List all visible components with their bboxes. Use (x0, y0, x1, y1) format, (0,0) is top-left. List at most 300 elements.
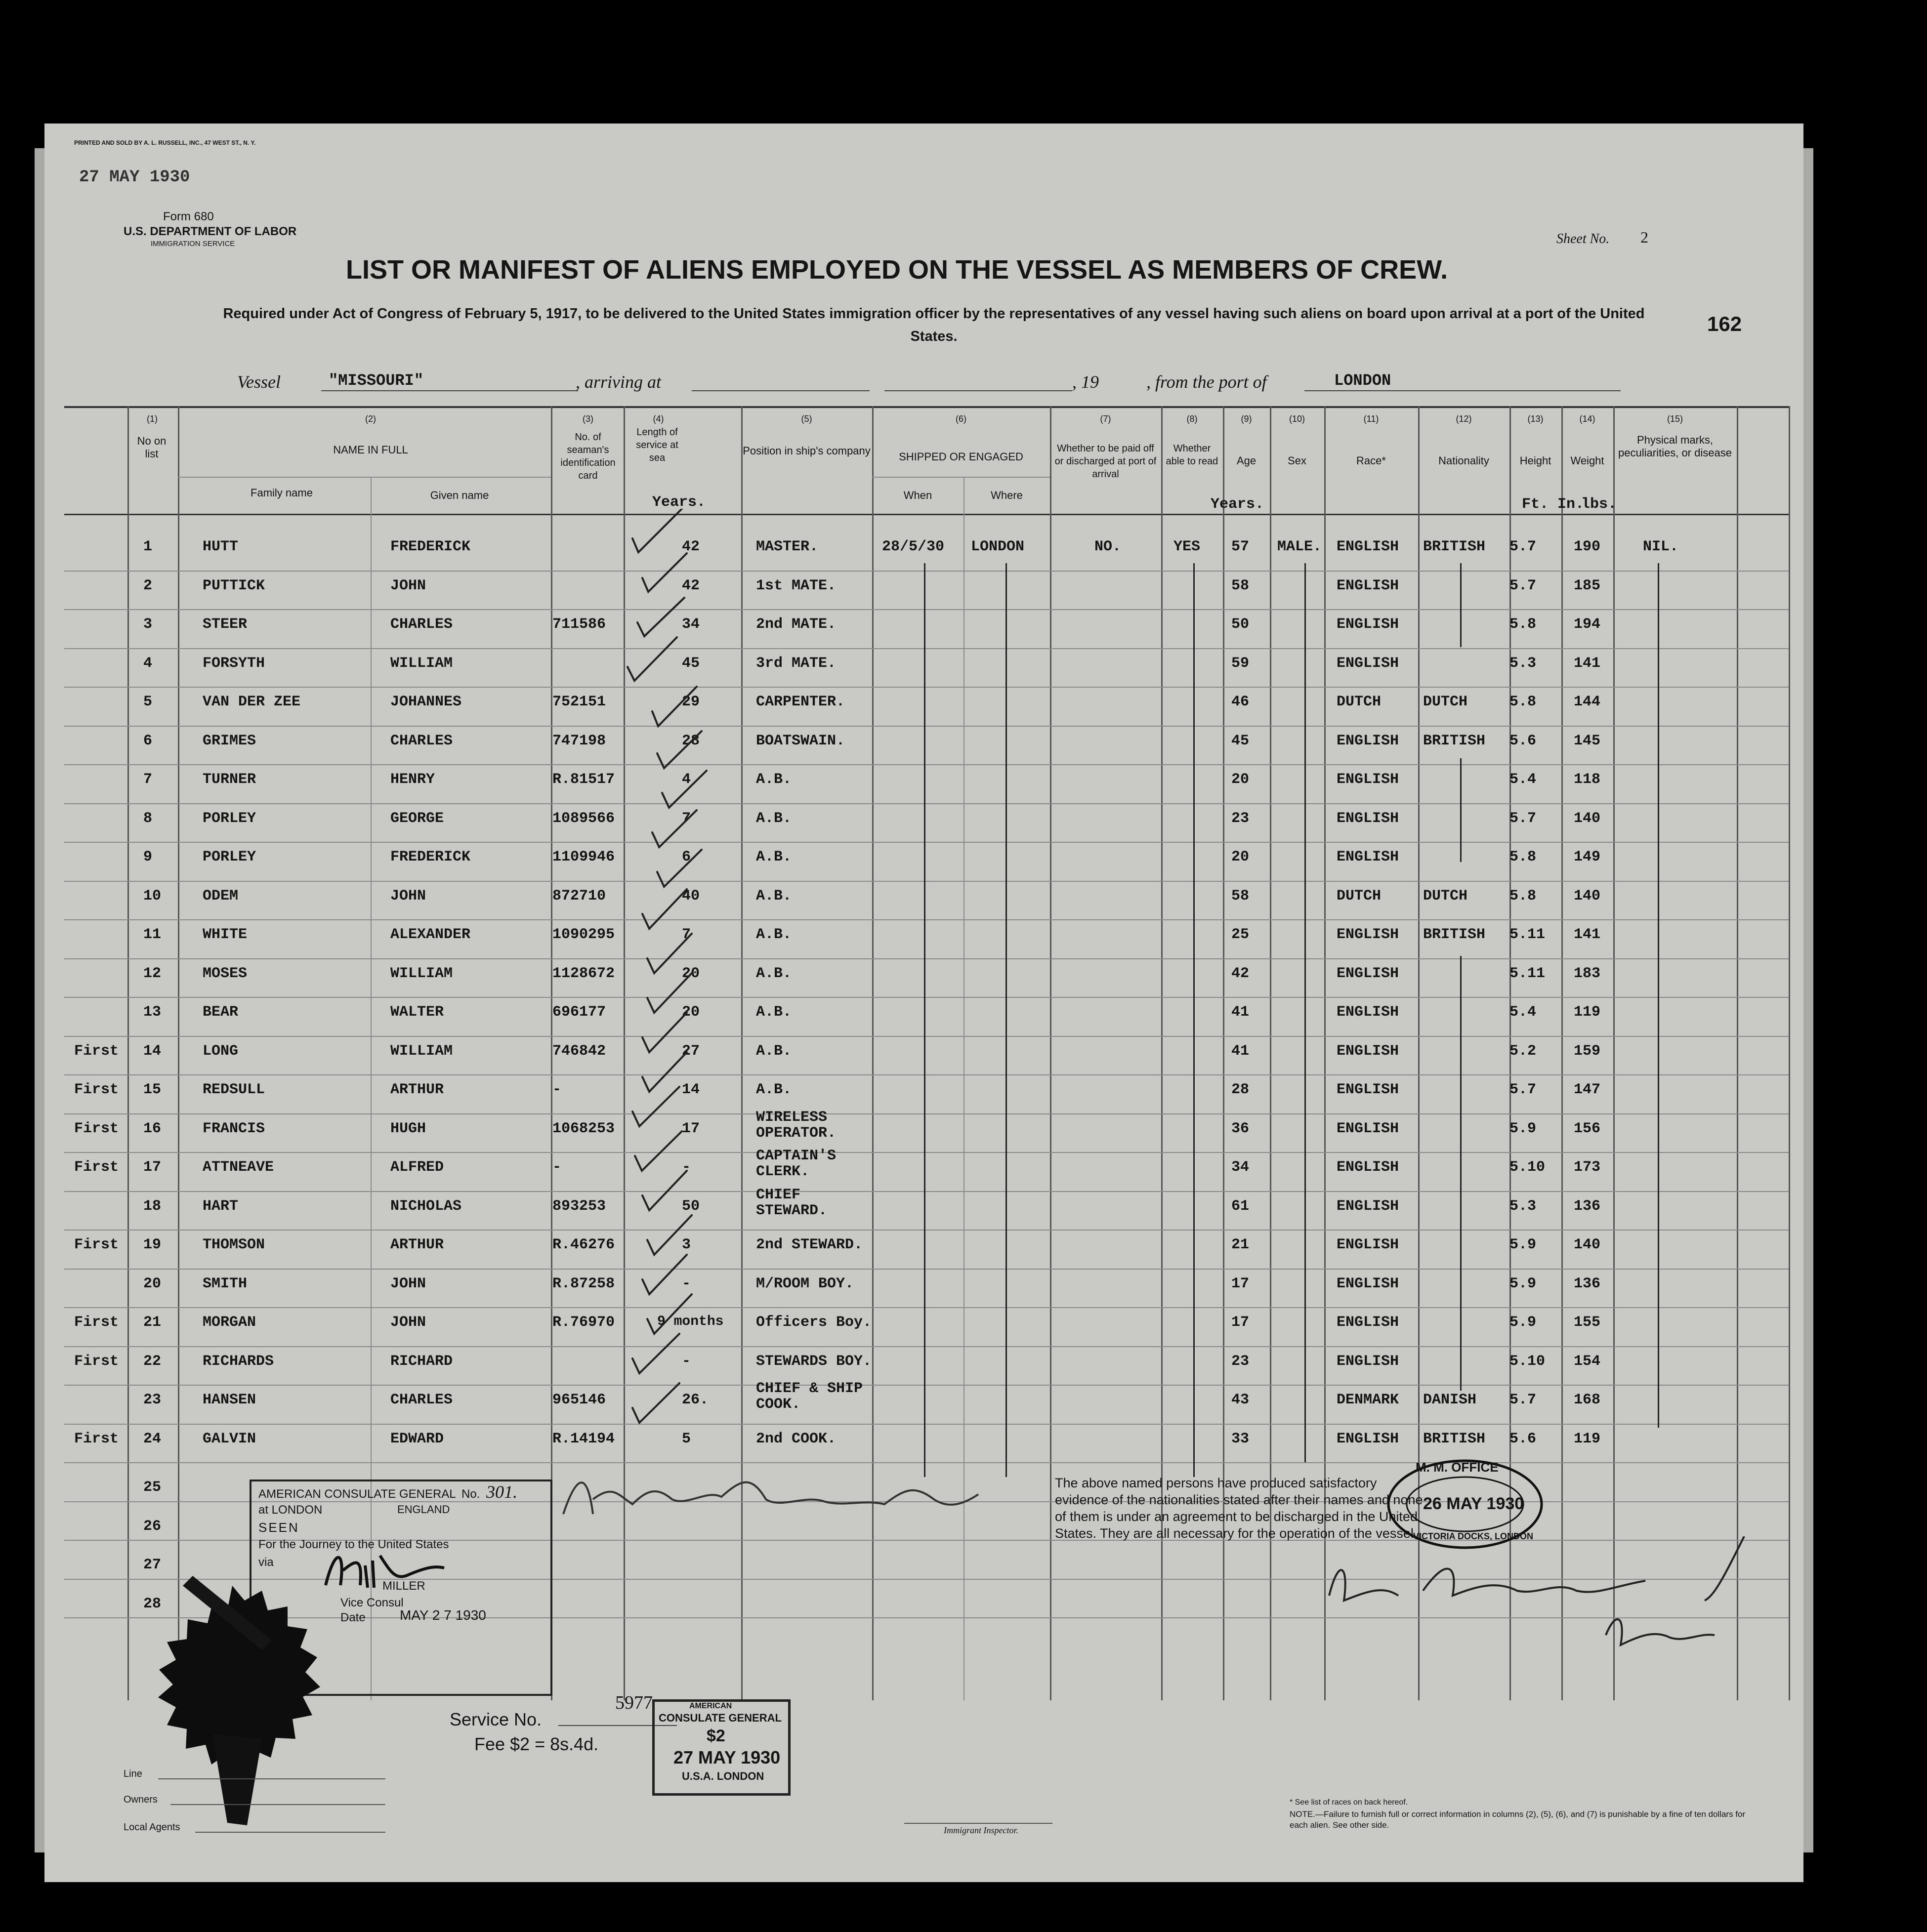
weight: 194 (1574, 616, 1601, 633)
when-header: When (903, 489, 932, 501)
given-name: HUGH (390, 1120, 426, 1137)
given-name: WILLIAM (390, 1042, 453, 1060)
race: ENGLISH (1337, 1353, 1399, 1370)
nationality: BRITISH (1423, 926, 1486, 943)
footnote-races: * See list of races on back hereof. (1290, 1798, 1408, 1807)
service-length: 6 (682, 849, 691, 865)
col-9-label: Age (1236, 454, 1257, 467)
year-label: , 19 (1072, 372, 1099, 392)
col-15-num: (15) (1667, 414, 1683, 424)
service-length: 4 (682, 771, 691, 788)
family-name: WHITE (203, 926, 248, 943)
consulate-via: via (258, 1556, 274, 1569)
height: 5.7 (1509, 577, 1537, 594)
position: 2nd COOK. (756, 1430, 837, 1447)
col-7-label: Whether to be paid off or discharged at port of arrival (1054, 443, 1157, 480)
race: ENGLISH (1337, 732, 1399, 749)
row-number: 17 (143, 1159, 162, 1176)
age: 46 (1231, 694, 1250, 710)
family-name: SMITH (203, 1275, 248, 1292)
given-name: GEORGE (390, 810, 444, 827)
position: A.B. (756, 1004, 792, 1021)
family-name: HART (203, 1197, 239, 1215)
row-number: 9 (143, 849, 153, 865)
given-name: JOHN (390, 887, 426, 904)
col-14-label: Weight (1570, 454, 1604, 467)
col-11-label: Race* (1356, 454, 1386, 467)
weight: 140 (1574, 810, 1601, 827)
officer-signature (1309, 1536, 1764, 1665)
mm-office-top: M. M. OFFICE (1416, 1460, 1499, 1475)
col-5-num: (5) (801, 414, 812, 424)
family-name: STEER (203, 616, 248, 633)
seaman-card: - (552, 1081, 562, 1098)
row-rule (64, 1036, 1789, 1037)
consulate-no: 301. (486, 1482, 517, 1502)
family-name: HUTT (203, 538, 239, 555)
row-rule (64, 571, 1789, 572)
col-6-num: (6) (956, 414, 966, 424)
col-13-num: (13) (1527, 414, 1544, 424)
service-name: IMMIGRATION SERVICE (151, 240, 235, 248)
weight: 159 (1574, 1042, 1601, 1060)
weight: 136 (1574, 1275, 1601, 1292)
height: 5.4 (1509, 771, 1537, 788)
height: 5.11 (1509, 926, 1546, 943)
weight: 141 (1574, 926, 1601, 943)
family-name: HANSEN (203, 1392, 256, 1408)
family-name: GALVIN (203, 1430, 256, 1447)
race: ENGLISH (1337, 1042, 1399, 1060)
height: 5.10 (1509, 1159, 1546, 1176)
row-rule (64, 726, 1789, 727)
col-11-num: (11) (1363, 414, 1379, 424)
position: 2nd STEWARD. (756, 1236, 863, 1253)
nationality: DUTCH (1423, 694, 1468, 710)
able-to-read: YES (1173, 538, 1201, 555)
service-years-unit: Years. (652, 494, 706, 511)
age: 43 (1231, 1392, 1250, 1408)
given-name: CHARLES (390, 732, 453, 749)
column-rule (1050, 406, 1051, 1700)
seaman-card: 752151 (552, 694, 606, 710)
ditto-line-when (924, 563, 925, 1477)
service-length: 20 (682, 1004, 700, 1021)
height: 5.2 (1509, 1042, 1537, 1060)
age: 33 (1231, 1430, 1250, 1447)
seaman-card: 893253 (552, 1197, 606, 1215)
family-name: ODEM (203, 887, 239, 904)
empty-row-number: 28 (143, 1595, 162, 1612)
seaman-card: 1128672 (552, 965, 615, 982)
row-note: First (74, 1042, 119, 1060)
fee-stamp-line1: AMERICAN (689, 1702, 732, 1710)
race: ENGLISH (1337, 1159, 1399, 1176)
service-length: 9 months (657, 1314, 724, 1329)
service-length: 17 (682, 1120, 700, 1137)
given-name: ARTHUR (390, 1236, 444, 1253)
row-number: 13 (143, 1004, 162, 1021)
height: 5.7 (1509, 1392, 1537, 1408)
age: 45 (1231, 732, 1250, 749)
row-rule (64, 1346, 1789, 1347)
age: 25 (1231, 926, 1250, 943)
given-name: WILLIAM (390, 965, 453, 982)
race: ENGLISH (1337, 849, 1399, 865)
seaman-card: 1090295 (552, 926, 615, 943)
family-name: MOSES (203, 965, 248, 982)
weight: 185 (1574, 577, 1601, 594)
height: 5.10 (1509, 1353, 1546, 1370)
race: ENGLISH (1337, 1275, 1399, 1292)
race: ENGLISH (1337, 616, 1399, 633)
consulate-title: Vice Consul (340, 1596, 404, 1609)
col-12-num: (12) (1456, 414, 1472, 424)
date-stamp-top: 27 MAY 1930 (79, 168, 190, 187)
department: U.S. DEPARTMENT OF LABOR (124, 225, 297, 238)
row-number: 16 (143, 1120, 162, 1137)
row-number: 4 (143, 655, 153, 672)
weight: 140 (1574, 887, 1601, 904)
position: 1st MATE. (756, 577, 837, 594)
service-length: 7 (682, 926, 691, 943)
row-rule (64, 1307, 1789, 1308)
age: 61 (1231, 1197, 1250, 1215)
row-rule (64, 803, 1789, 804)
col-4-label: Length of service at sea (636, 427, 678, 463)
row-number: 24 (143, 1430, 162, 1447)
consulate-journey: For the Journey to the United States (258, 1538, 449, 1551)
row-rule (64, 1424, 1789, 1425)
position: Officers Boy. (756, 1314, 872, 1331)
weight: 156 (1574, 1120, 1601, 1137)
col-15-label: Physical marks, peculiarities, or disease (1618, 434, 1732, 459)
height: 5.9 (1509, 1120, 1537, 1137)
service-length: 34 (682, 616, 700, 633)
nationality: DUTCH (1423, 887, 1468, 904)
seaman-card: 746842 (552, 1042, 606, 1060)
row-note: First (74, 1159, 119, 1176)
height: 5.6 (1509, 1430, 1537, 1447)
row-rule (64, 1152, 1789, 1153)
position: 3rd MATE. (756, 655, 837, 672)
master-signature (558, 1460, 1003, 1534)
race: ENGLISH (1337, 1004, 1399, 1021)
given-name: RICHARD (390, 1353, 453, 1370)
column-rule (1789, 406, 1790, 1700)
vessel-name: "MISSOURI" (329, 371, 424, 390)
service-length: 42 (682, 538, 700, 555)
position: WIRELESS OPERATOR. (756, 1109, 837, 1142)
row-number: 8 (143, 810, 153, 827)
seaman-card: - (552, 1159, 562, 1176)
race: ENGLISH (1337, 655, 1399, 672)
col-2-num: (2) (365, 414, 376, 424)
seaman-card: 711586 (552, 616, 606, 633)
age: 21 (1231, 1236, 1250, 1253)
vessel-label: Vessel (237, 372, 281, 392)
height: 5.7 (1509, 538, 1537, 555)
ditto-line-nat-1 (1460, 563, 1462, 647)
row-rule (64, 1385, 1789, 1386)
service-number: 5977 (615, 1692, 653, 1713)
col-6-label: SHIPPED OR ENGAGED (899, 451, 1023, 463)
service-length: 50 (682, 1197, 700, 1215)
inspector-label: Immigrant Inspector. (944, 1825, 1018, 1835)
seaman-card: R.76970 (552, 1314, 615, 1331)
seaman-card: R.14194 (552, 1430, 615, 1447)
position: CARPENTER. (756, 694, 845, 710)
column-rule (1613, 406, 1615, 1700)
service-length: - (682, 1159, 691, 1176)
family-name: RICHARDS (203, 1353, 274, 1370)
row-number: 5 (143, 694, 153, 710)
ditto-line-where (1005, 563, 1007, 1477)
family-name: THOMSON (203, 1236, 265, 1253)
race: ENGLISH (1337, 1236, 1399, 1253)
family-name: BEAR (203, 1004, 239, 1021)
age: 58 (1231, 577, 1250, 594)
height: 5.9 (1509, 1275, 1537, 1292)
seaman-card: 965146 (552, 1392, 606, 1408)
race: ENGLISH (1337, 965, 1399, 982)
race: ENGLISH (1337, 810, 1399, 827)
col-3-num: (3) (583, 414, 593, 424)
position: CHIEF & SHIP COOK. (756, 1380, 863, 1413)
row-rule (64, 958, 1789, 959)
given-name: FREDERICK (390, 849, 471, 865)
height: 5.9 (1509, 1236, 1537, 1253)
race: DENMARK (1337, 1392, 1399, 1408)
page-number: 162 (1707, 312, 1742, 335)
ditto-line-nat-3 (1460, 956, 1462, 1391)
age: 23 (1231, 1353, 1250, 1370)
nationality: BRITISH (1423, 538, 1486, 555)
col-5-label: Position in ship's company (743, 445, 871, 457)
given-name-header: Given name (430, 489, 489, 501)
weight: 183 (1574, 965, 1601, 982)
height: 5.8 (1509, 694, 1537, 710)
consulate-line1: AMERICAN CONSULATE GENERAL (258, 1487, 456, 1501)
seaman-card: R.46276 (552, 1236, 615, 1253)
col-10-label: Sex (1288, 454, 1306, 467)
row-note: First (74, 1236, 119, 1253)
height: 5.8 (1509, 849, 1537, 865)
row-number: 6 (143, 732, 153, 749)
footer-agents-label: Local Agents (124, 1822, 180, 1833)
race: DUTCH (1337, 694, 1382, 710)
consulate-no-label: No. (461, 1487, 480, 1501)
mm-office-date: 26 MAY 1930 (1423, 1494, 1524, 1513)
nationality: BRITISH (1423, 1430, 1486, 1447)
row-rule (64, 1074, 1789, 1075)
family-name: LONG (203, 1042, 239, 1060)
race: ENGLISH (1337, 1430, 1399, 1447)
age: 57 (1231, 538, 1250, 555)
row-rule (64, 1230, 1789, 1231)
row-number: 18 (143, 1197, 162, 1215)
consulate-seen: SEEN (258, 1520, 299, 1535)
empty-row-number: 25 (143, 1479, 162, 1496)
row-number: 14 (143, 1042, 162, 1060)
row-number: 19 (143, 1236, 162, 1253)
height: 5.7 (1509, 1081, 1537, 1098)
age: 42 (1231, 965, 1250, 982)
weight: 168 (1574, 1392, 1601, 1408)
age: 34 (1231, 1159, 1250, 1176)
position: A.B. (756, 810, 792, 827)
weight: 173 (1574, 1159, 1601, 1176)
row-rule (64, 1269, 1789, 1270)
consulate-date-label: Date (340, 1611, 366, 1624)
service-length: 20 (682, 965, 700, 982)
given-name: EDWARD (390, 1430, 444, 1447)
seaman-card: 747198 (552, 732, 606, 749)
height: 5.7 (1509, 810, 1537, 827)
sheet-label: Sheet No. (1556, 231, 1610, 247)
weight: 154 (1574, 1353, 1601, 1370)
column-rule (127, 406, 129, 1700)
row-rule (64, 919, 1789, 920)
empty-row-number: 27 (143, 1557, 162, 1573)
shipped-when: 28/5/30 (882, 538, 945, 555)
column-rule (178, 406, 179, 1700)
consulate-date: MAY 2 7 1930 (400, 1607, 486, 1623)
sheet-number: 2 (1640, 228, 1648, 246)
family-name: PORLEY (203, 849, 256, 865)
form-number: Form 680 (163, 210, 214, 223)
age: 23 (1231, 810, 1250, 827)
position: CAPTAIN'S CLERK. (756, 1148, 837, 1180)
row-number: 23 (143, 1392, 162, 1408)
row-number: 20 (143, 1275, 162, 1292)
service-length: 40 (682, 887, 700, 904)
seaman-card: R.81517 (552, 771, 615, 788)
family-name: PUTTICK (203, 577, 265, 594)
race: ENGLISH (1337, 926, 1399, 943)
race: ENGLISH (1337, 1314, 1399, 1331)
service-length: 3 (682, 1236, 691, 1253)
column-rule (1737, 406, 1738, 1700)
seaman-card: 1109946 (552, 849, 615, 865)
family-name: PORLEY (203, 810, 256, 827)
given-name: ALFRED (390, 1159, 444, 1176)
certification-text: The above named persons have produced satisfactory evidence of the nationalities stated after their names and none of them is under an agreement to be discharged in the United States. They are all necessary for the operation of the vessel. (1055, 1476, 1423, 1541)
position: A.B. (756, 926, 792, 943)
row-number: 2 (143, 577, 153, 594)
height: 5.3 (1509, 655, 1537, 672)
col-2-label: NAME IN FULL (333, 444, 408, 456)
age: 50 (1231, 616, 1250, 633)
row-rule (64, 997, 1789, 998)
family-name: FRANCIS (203, 1120, 265, 1137)
row-number: 10 (143, 887, 162, 904)
height-unit: Ft. In. (1522, 496, 1585, 513)
weight: 136 (1574, 1197, 1601, 1215)
position: CHIEF STEWARD. (756, 1186, 828, 1219)
height: 5.11 (1509, 965, 1546, 982)
weight: 140 (1574, 1236, 1601, 1253)
family-name: FORSYTH (203, 655, 265, 672)
age: 58 (1231, 887, 1250, 904)
service-length: - (682, 1275, 691, 1292)
service-length: 27 (682, 1042, 700, 1060)
family-name-header: Family name (251, 487, 313, 499)
wax-seal (114, 1571, 351, 1828)
col-8-label: Whether able to read (1166, 443, 1218, 467)
footnote-note: NOTE.—Failure to furnish full or correct information in columns (2), (5), (6), and (7) is punishable by a fine of ten dollars for each alien. See other side. (1290, 1809, 1746, 1830)
row-note: First (74, 1081, 119, 1098)
row-rule (64, 609, 1789, 610)
row-number: 21 (143, 1314, 162, 1331)
service-length: 45 (682, 655, 700, 672)
paid-off: NO. (1094, 538, 1122, 555)
col-3-label: No. of seaman's identification card (560, 432, 616, 481)
consulate-officer: MILLER (382, 1579, 425, 1593)
row-number: 11 (143, 926, 162, 943)
ditto-line-sex (1304, 563, 1306, 1462)
age: 41 (1231, 1004, 1250, 1021)
col-7-num: (7) (1100, 414, 1111, 424)
fee-stamp-date: 27 MAY 1930 (673, 1747, 781, 1768)
position: A.B. (756, 887, 792, 904)
weight: 119 (1574, 1004, 1601, 1021)
weight: 119 (1574, 1430, 1601, 1447)
footer-owners-label: Owners (124, 1794, 158, 1805)
age: 41 (1231, 1042, 1250, 1060)
col-9-num: (9) (1241, 414, 1252, 424)
footer-line-label: Line (124, 1768, 142, 1779)
weight-unit: lbs. (1581, 496, 1617, 513)
row-number: 12 (143, 965, 162, 982)
row-rule (64, 1191, 1789, 1192)
given-name: JOHN (390, 577, 426, 594)
family-name: TURNER (203, 771, 256, 788)
col-14-num: (14) (1579, 414, 1595, 424)
printer-line: PRINTED AND SOLD BY A. L. RUSSELL, INC., 47 WEST ST., N. Y. (74, 139, 256, 146)
weight: 141 (1574, 655, 1601, 672)
row-note: First (74, 1353, 119, 1370)
position: A.B. (756, 1081, 792, 1098)
service-length: 7 (682, 810, 691, 827)
age: 28 (1231, 1081, 1250, 1098)
nationality: DANISH (1423, 1392, 1477, 1408)
given-name: ALEXANDER (390, 926, 471, 943)
height: 5.9 (1509, 1314, 1537, 1331)
shipped-where: LONDON (971, 538, 1025, 555)
age: 17 (1231, 1314, 1250, 1331)
age: 20 (1231, 849, 1250, 865)
seaman-card: 872710 (552, 887, 606, 904)
race: ENGLISH (1337, 577, 1399, 594)
given-name: WILLIAM (390, 655, 453, 672)
col-1-num: (1) (147, 414, 158, 424)
position: 2nd MATE. (756, 616, 837, 633)
ditto-line-nat-2 (1460, 758, 1462, 862)
height: 5.3 (1509, 1197, 1537, 1215)
weight: 118 (1574, 771, 1601, 788)
check-marks (623, 509, 781, 1447)
page-title: LIST OR MANIFEST OF ALIENS EMPLOYED ON THE VESSEL AS MEMBERS OF CREW. (346, 255, 1448, 285)
height: 5.8 (1509, 887, 1537, 904)
consulate-at: at LONDON (258, 1503, 323, 1517)
given-name: CHARLES (390, 616, 453, 633)
family-name: REDSULL (203, 1081, 265, 1098)
row-rule (64, 1113, 1789, 1114)
ditto-line-read (1193, 563, 1195, 1477)
race: DUTCH (1337, 887, 1382, 904)
fee-line: Fee $2 = 8s.4d. (474, 1734, 599, 1754)
